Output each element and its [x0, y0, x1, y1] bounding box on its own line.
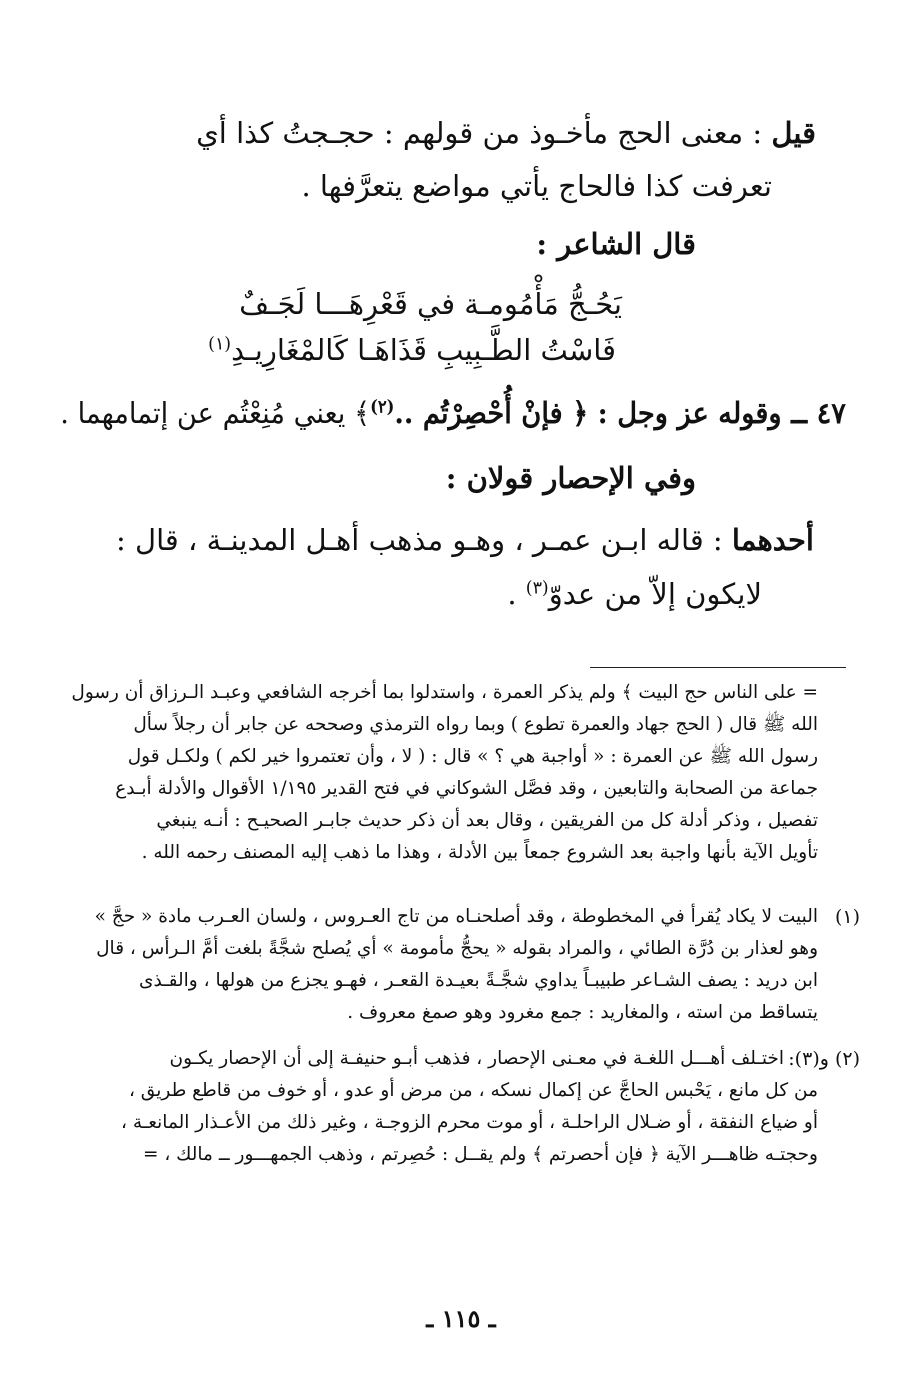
footnote-ref: (١)	[208, 334, 232, 355]
footnote-line: = على الناس حج البيت ﴾ ولم يذكر العمرة ، واستدلوا بما أخرجه الشافعي وعبـد الـرزاق أن رسول	[71, 682, 818, 703]
paragraph-line	[507, 574, 762, 614]
text-span: لايكون إلاّ من عدوّ	[548, 577, 762, 611]
footnote-line: البيت لا يكاد يُقرأ في المخطوطة ، وقد أصلحنـاه من تاج العـروس ، ولسان العـرب مادة « حجَّ »	[94, 906, 818, 927]
verse-line: يَحُـجُّ مَأْمُومـة في قَعْرِهَـــا لَجَـفٌ	[239, 287, 622, 321]
footnote-line: يتساقط من استه ، والمغاريد : جمع مغرود وهو صمغ معروف .	[347, 1002, 818, 1023]
footnote-separator	[590, 667, 846, 668]
footnote-line: ابن دريد : يصف الشـاعر طبيبـاً يداوي شجَّـةً بعيـدة القعـر ، فهـو يجزع من هولها ، والقـذى	[139, 970, 818, 991]
paragraph-line	[116, 520, 814, 560]
paragraph-line	[60, 393, 846, 433]
section-heading: قال الشاعر :	[536, 227, 696, 261]
footnote-line: من كل مانع ، يَحْبس الحاجَّ عن إكمال نسكه ، من مرض أو عدو ، أو خوف من قاطع طريق ،	[128, 1080, 818, 1101]
text-span: : قاله ابـن عمـر ، وهـو مذهب أهـل المدينـة ، قال :	[116, 523, 732, 557]
term-label: أحدهما	[731, 523, 814, 557]
footnote-line: جماعة من الصحابة والتابعين ، وقد فصَّل الشوكاني في فتح القدير ١/١٩٥ الأقوال والأدلة أبـدع	[115, 778, 818, 799]
footnote-line: أو ضياع النفقة ، أو ضـلال الراحلـة ، أو موت محرم الزوجـة ، وغير ذلك من الأعـذار المانعـة ،	[121, 1112, 818, 1133]
text-span: .	[507, 577, 526, 611]
footnote-line: تفصيل ، وذكر أدلة كل من الفريقين ، وقال بعد أن ذكر حديث جابـر الصحيـح : أنـه ينبغي	[156, 810, 818, 831]
paragraph-line	[196, 113, 816, 153]
text-span: ٤٧ ــ وقوله عز وجل : ﴿ فإنْ أُحْصِرْتُم ..	[394, 396, 846, 430]
text-span: ﴾ يعني مُنِعْتُم عن إتمامهما .	[60, 396, 371, 430]
verse-line	[208, 330, 616, 370]
footnote-ref: (٢)	[370, 397, 395, 418]
footnote-marker: (١)	[834, 906, 860, 928]
text-span: : معنى الحج مأخـوذ من قولهم : حجـجتُ كذا أي	[196, 116, 772, 150]
footnote-line: اختـلف أهـــل اللغـة في معـنى الإحصار ، فذهب أبـو حنيفـة إلى أن الإحصار يكـون	[169, 1048, 784, 1069]
footnote-line: وحجتـه ظاهـــر الآية ﴿ فإن أحصرتم ﴾ ولم يقــل : حُصِرتم ، وذهب الجمهـــور ــ مالك ، =	[142, 1144, 818, 1165]
paragraph-line: تعرفت كذا فالحاج يأتي مواضع يتعرَّفها .	[301, 169, 772, 203]
term-label: قيل	[771, 116, 816, 150]
page-number: ـ ١١٥ ـ	[426, 1304, 496, 1333]
footnote-line: رسول الله ﷺ عن العمرة : « أواجبة هي ؟ » قال : ( لا ، وأن تعتمروا خير لكم ) ولكـل قول	[127, 746, 818, 767]
footnote-marker: (٢) و(٣):	[788, 1048, 860, 1070]
footnote-line: تأويل الآية بأنها واجبة بعد الشروع جمعاً بين الأدلة ، وهذا ما ذهب إليه المصنف رحمه الله .	[141, 842, 818, 863]
footnote-line: وهو لعذار بن دُرَّة الطائي ، والمراد بقوله « يحجُّ مأمومة » أي يُصلح شجَّةً بلغت أمَّ الـرأس ، قال	[96, 938, 818, 959]
footnote-ref: (٣)	[525, 578, 549, 599]
text-span: فَاسْتُ الطَّـبِيبِ قَذَاهَـا كَالمْغَارِيـدِ	[231, 333, 616, 367]
section-heading: وفي الإحصار قولان :	[445, 461, 696, 495]
footnote-line: الله ﷺ قال ( الحج جهاد والعمرة تطوع ) وبما رواه الترمذي وصححه عن جابر أن رجلاً سأل	[133, 714, 818, 735]
